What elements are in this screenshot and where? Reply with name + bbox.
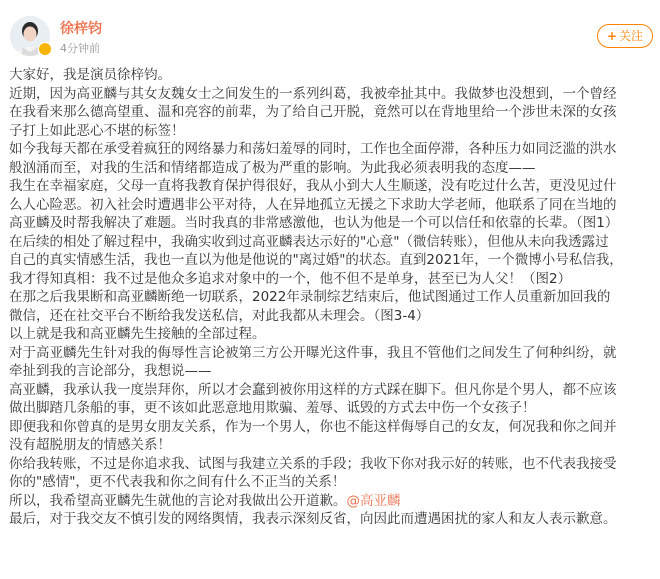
post-header [0,0,660,60]
content-line: 在那之后我果断和高亚麟断绝一切联系，2022年录制综艺结束后，他试图通过工作人员重新加回我的 [9,289,611,305]
content-line: 高亚麟，我承认我一度崇拜你，所以才会蠢到被你用这样的方式踩在脚下。但凡你是个男人，都不应该 [9,381,617,398]
content-line: 子打上如此恶心不堪的标签！ [9,122,185,139]
content-line: 我生在幸福家庭，父母一直将我教育保护得很好，我从小到大人生顺遂，没有吃过什么苦，更没见过什 [9,178,617,194]
content-line: 近期，因为高亚麟与其女友魏女士之间发生的一系列纠葛，我被牵扯其中。我做梦也没想到，一个曾经 [9,85,617,102]
content-line: 对于高亚麟先生针对我的侮辱性言论被第三方公开曝光这件事，我且不管他们之间发生了何种纠纷，就 [9,344,617,361]
content-line: 牵扯到我的言论部分，我想说—— [9,363,212,379]
content-line: 在我看来那么德高望重、温和亮容的前辈，为了给自己开脱，竟然可以在背地里给一个涉世未深的女孩 [9,104,617,120]
content-line: 在后续的相处了解过程中，我确实收到过高亚麟表达示好的"心意"（微信转账），但他从未向我透露过 [9,233,609,250]
content-line: 自己的真实情感生活，我也一直以为他是他说的"离过婚"的状态。直到2021年，一个微博小号私信我， [9,252,623,268]
content-line: 我才得知真相：我不过是他众多追求对象中的一个，他不但不是单身，甚至已为人父！（图2） [9,270,572,287]
author-name[interactable]: 徐梓钧 [60,21,102,37]
content-line: 高亚麟及时帮我解决了难题。当时我真的非常感激他，也认为他是一个可以信任和依靠的长辈。（图1） [9,215,619,231]
content-line: 般汹涌而至，对我的生活和情绪都造成了极为严重的影响。为此我必须表明我的态度—— [9,159,536,176]
content-line: 微信，还在社交平台不断给我发送私信，对此我都从未理会。（图3-4） [9,307,430,324]
content-line: 以上就是我和高亚麟先生接触的全部过程。 [9,326,266,342]
content-line: 如今我每天都在承受着疯狂的网络暴力和荡妇羞辱的同时，工作也全面停滞，各种压力如同泛滥的洪水 [9,141,617,157]
post-content [9,66,654,529]
follow-button[interactable] [597,24,653,48]
mention-prefix: 所以，我希望高亚麟先生就他的言论对我做出公开道歉。 [9,492,347,509]
verified-badge-icon [38,42,52,56]
post-time[interactable]: 4分钟前 [60,42,100,55]
content-line: 即便我和你曾真的是男女朋友关系，作为一个男人，你也不能这样侮辱自己的女友，何况我和你之间并 [9,418,617,435]
content-line: 么人心险恶。初入社会时遭遇非公平对待，人在异地孤立无援之下求助大学老师，他联系了同在当地的 [9,196,617,213]
content-line-with-mention [9,492,654,511]
content-line: 大家好，我是演员徐梓钧。 [9,67,171,83]
content-line: 你给我转账，不过是你追求我、试图与我建立关系的手段；我收下你对我示好的转账，也不代表我接受 [9,455,617,472]
follow-label: 关注 [619,29,644,43]
content-line: 你的"感情"，更不代表我和你之间有什么不正当的关系！ [9,474,346,490]
plus-icon: + [606,29,618,43]
mention-link[interactable]: @高亚麟 [346,492,401,509]
content-line: 最后，对于我交友不慎引发的网络舆情，我表示深刻反省，向因此而遭遇困扰的家人和友人表示歉意。 [9,511,617,527]
content-line: 没有超脱朋友的情感关系！ [9,437,171,453]
content-line: 做出脚踏几条船的事，更不该如此恶意地用欺骗、羞辱、诋毁的方式去中伤一个女孩子！ [9,400,536,416]
